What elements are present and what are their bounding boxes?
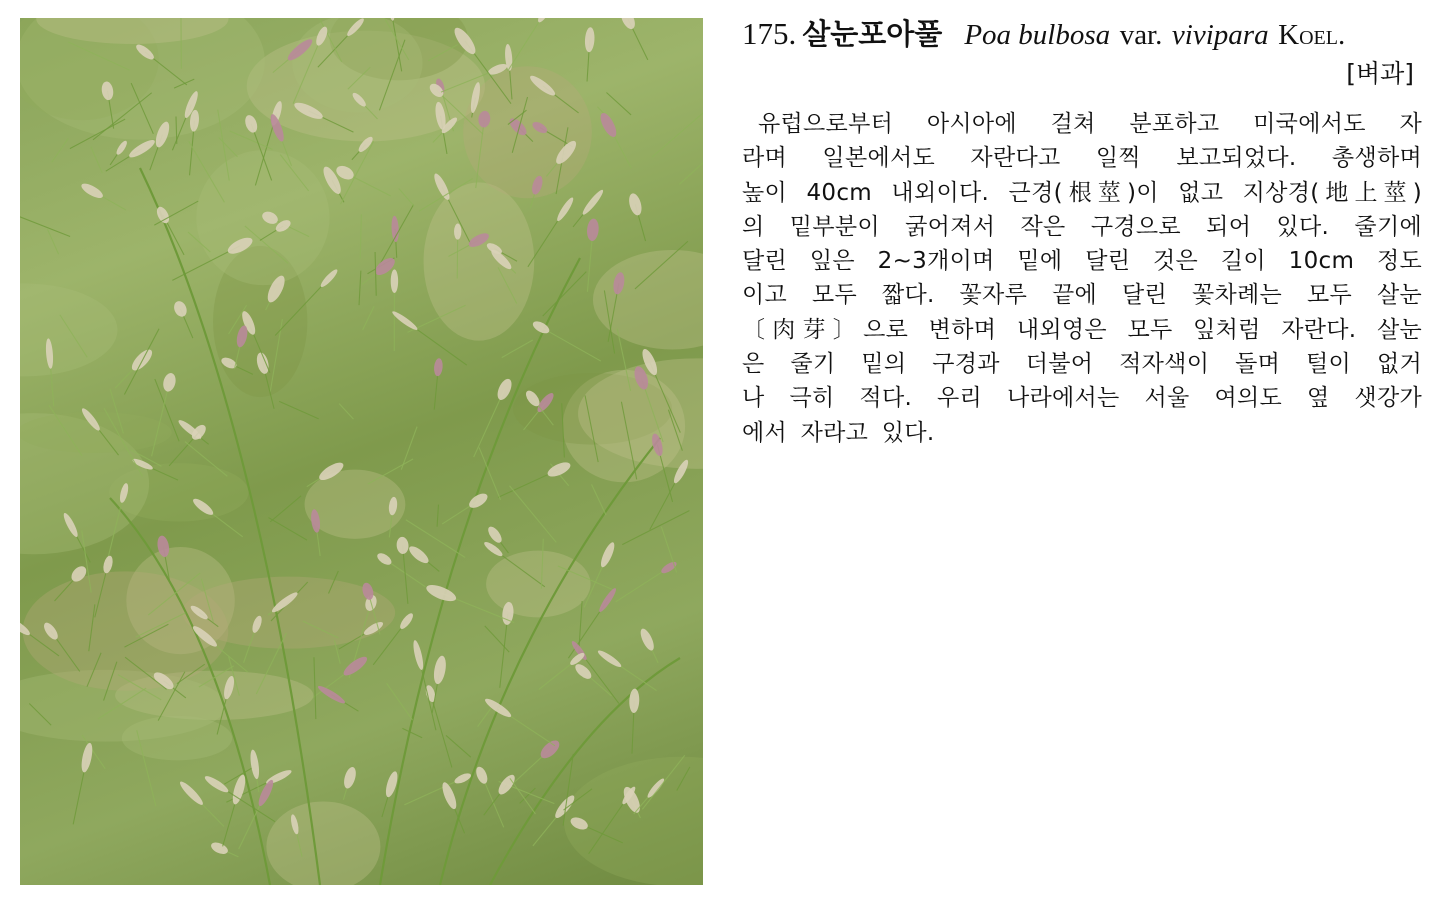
spikelet bbox=[584, 27, 595, 53]
spikelet bbox=[474, 765, 490, 785]
grass-blade bbox=[399, 189, 414, 207]
family-label: [벼과] bbox=[1346, 59, 1414, 88]
description-line: 달린 잎은 2~3개이며 밑에 달린 것은 길이 10cm 정도 bbox=[742, 248, 1422, 275]
spikelet bbox=[424, 582, 458, 605]
spikelet bbox=[178, 779, 206, 807]
spikelet bbox=[596, 648, 623, 669]
spikelet bbox=[618, 18, 637, 31]
spikelet bbox=[127, 137, 157, 160]
var-label: var. bbox=[1119, 19, 1163, 51]
spikelet bbox=[161, 372, 177, 393]
grass-blade bbox=[339, 404, 353, 419]
spikelet bbox=[203, 774, 230, 795]
grass-blade bbox=[279, 401, 318, 419]
spikelet bbox=[555, 196, 576, 223]
description-line: 의 밑부분이 굵어져서 작은 구경으로 되어 있다. 줄기에 bbox=[742, 213, 1422, 240]
grass-blade bbox=[509, 486, 556, 543]
grass-blade bbox=[592, 484, 607, 515]
grass-blade bbox=[363, 306, 374, 330]
grass-blade bbox=[219, 137, 238, 156]
entry-text bbox=[742, 14, 1422, 450]
spikelet bbox=[316, 684, 346, 706]
scientific-name: Poa bulbosa bbox=[964, 19, 1111, 51]
description bbox=[742, 107, 1422, 450]
description-line: 은 줄기 밑의 구경과 더불어 적자색이 돌며 털이 없거 bbox=[742, 351, 1422, 378]
spikelet bbox=[486, 524, 505, 545]
spikelet bbox=[495, 377, 515, 402]
spikelet bbox=[243, 113, 259, 134]
spikelet bbox=[629, 688, 640, 713]
grass-blade bbox=[579, 601, 582, 653]
spikelet bbox=[598, 541, 617, 569]
description-line: 유럽으로부터 아시아에 걸쳐 분포하고 미국에서도 자 bbox=[758, 111, 1422, 137]
background-blur bbox=[20, 283, 118, 376]
grass-blade bbox=[268, 518, 307, 541]
background-blur bbox=[20, 412, 172, 453]
background-blur bbox=[266, 801, 380, 885]
grass-blade bbox=[314, 657, 316, 719]
spikelet bbox=[209, 840, 229, 856]
grass-blade bbox=[387, 683, 413, 720]
grass-blade bbox=[622, 511, 689, 545]
spikelet bbox=[411, 639, 425, 670]
spikelet bbox=[102, 555, 115, 574]
description-line: 이고 모두 짧다. 꽃자루 끝에 달린 꽃차례는 모두 살눈 bbox=[742, 282, 1422, 309]
grass-blade bbox=[446, 735, 471, 757]
spikelet bbox=[597, 586, 618, 613]
spikelet bbox=[375, 551, 393, 567]
grass-blade bbox=[606, 93, 631, 115]
grass-blade bbox=[652, 110, 703, 157]
grass-blade bbox=[401, 427, 417, 470]
spikelet bbox=[483, 696, 513, 720]
spikelet bbox=[580, 188, 605, 217]
grass-blade bbox=[378, 205, 414, 268]
spikelet bbox=[342, 766, 358, 790]
spikelet bbox=[249, 749, 261, 780]
spikelet bbox=[115, 139, 129, 156]
spikelet bbox=[586, 218, 599, 241]
spikelet bbox=[597, 111, 619, 140]
grass-photo bbox=[20, 18, 703, 885]
spikelet bbox=[627, 192, 644, 217]
grass-blade bbox=[124, 329, 159, 395]
grass-blade bbox=[508, 18, 544, 71]
description-line: 높이 40cm 내외이다. 근경(根莖)이 없고 지상경(地上莖) bbox=[742, 179, 1422, 206]
spikelet bbox=[638, 627, 656, 652]
grass-blade bbox=[230, 131, 273, 149]
korean-name: 살눈포아풀 bbox=[802, 17, 943, 51]
spikelet bbox=[467, 491, 490, 511]
spikelet bbox=[398, 611, 415, 630]
grass-blade bbox=[437, 505, 438, 527]
spikelet bbox=[79, 181, 105, 201]
grass-blade bbox=[359, 271, 361, 306]
spikelet bbox=[546, 460, 573, 480]
grass-blade bbox=[679, 132, 703, 184]
spikelet bbox=[80, 742, 95, 773]
entry-heading bbox=[742, 14, 1422, 55]
spikelet bbox=[391, 269, 398, 293]
grass-illustration bbox=[20, 18, 703, 885]
grass-blade bbox=[543, 272, 587, 317]
description-line: 나 극히 적다. 우리 나라에서는 서울 여의도 옆 샛강가 bbox=[742, 385, 1422, 412]
grass-blade bbox=[270, 496, 301, 522]
spikelet bbox=[172, 299, 189, 318]
grass-blade bbox=[541, 327, 601, 361]
spikelet bbox=[319, 268, 340, 289]
author-name: Koel. bbox=[1278, 19, 1346, 51]
spikelet bbox=[432, 655, 448, 685]
spikelet bbox=[396, 536, 409, 554]
entry-number: 175. bbox=[742, 16, 797, 51]
spikelet bbox=[433, 358, 443, 377]
grass-blade bbox=[52, 138, 69, 162]
grass-blade bbox=[48, 229, 59, 254]
description-line: 〔肉芽〕으로 변하며 내외영은 모두 잎처럼 자란다. 살눈 bbox=[742, 316, 1422, 343]
grass-blade bbox=[478, 708, 491, 726]
grass-blade bbox=[181, 18, 182, 69]
grass-blade bbox=[510, 778, 536, 814]
grass-blade bbox=[402, 728, 422, 737]
description-line: 라며 일본에서도 자란다고 일찍 보고되었다. 총생하며 bbox=[742, 145, 1422, 172]
variety-name: vivipara bbox=[1171, 19, 1269, 51]
spikelet bbox=[407, 543, 432, 565]
description-line: 에서 자라고 있다. bbox=[742, 419, 935, 446]
grass-blade bbox=[502, 340, 533, 358]
grass-blade bbox=[91, 147, 102, 173]
grass-blade bbox=[360, 214, 361, 258]
spikelet bbox=[440, 781, 459, 811]
grass-blade bbox=[616, 568, 669, 602]
grass-blade bbox=[375, 252, 376, 296]
grass-blade bbox=[20, 209, 70, 236]
